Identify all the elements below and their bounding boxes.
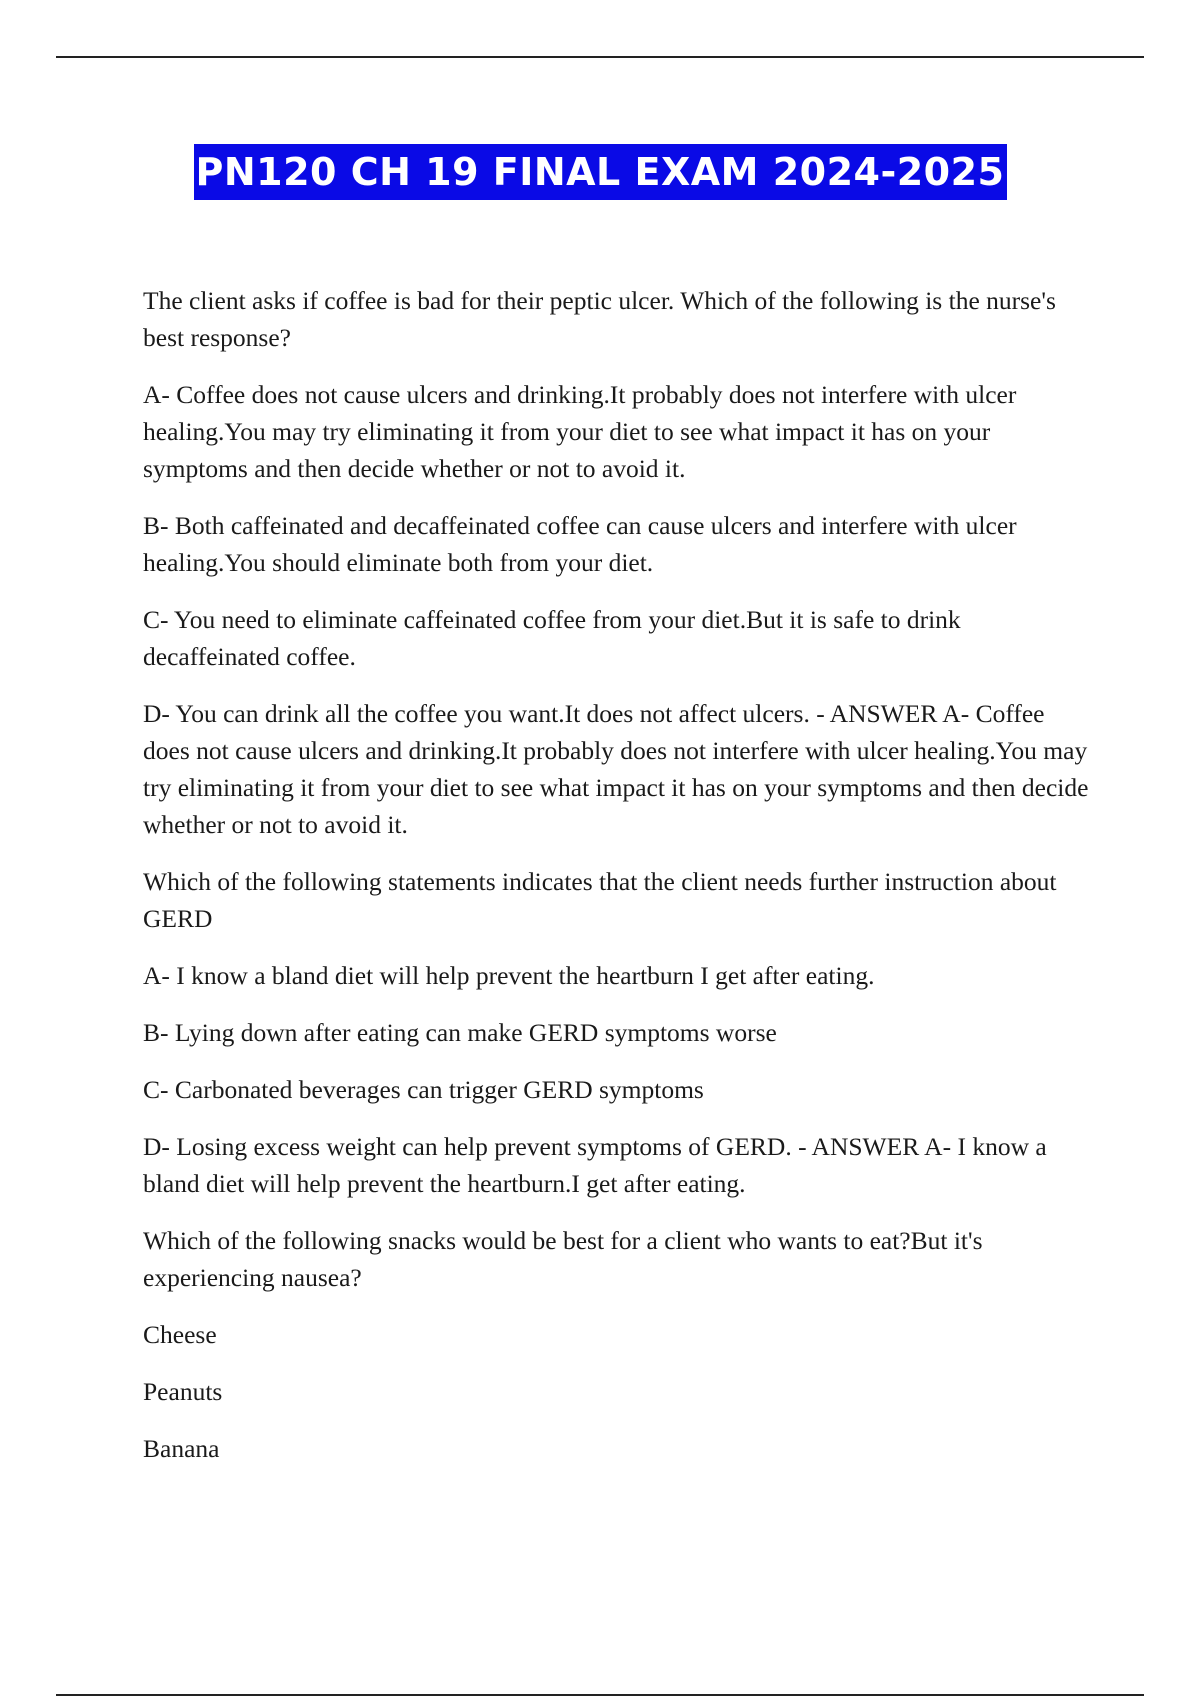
question-3-option-banana: Banana bbox=[143, 1434, 220, 1463]
question-2-option-c: C- Carbonated beverages can trigger GERD symptoms bbox=[143, 1075, 704, 1104]
question-1-option-c: C- You need to eliminate caffeinated coffee from your diet.But it is safe to drink decaffeinated coffee. bbox=[143, 605, 961, 671]
header-rule bbox=[56, 56, 1144, 58]
question-2-option-d-answer: D- Losing excess weight can help prevent symptoms of GERD. - ANSWER A- I know a bland diet will help prevent the heartburn.I get after eating. bbox=[143, 1132, 1047, 1198]
question-3-option-cheese: Cheese bbox=[143, 1320, 217, 1349]
question-3-option-peanuts: Peanuts bbox=[143, 1377, 223, 1406]
question-1-option-b: B- Both caffeinated and decaffeinated coffee can cause ulcers and interfere with ulcer healing.You should eliminate both from your diet. bbox=[143, 511, 1017, 577]
footer-rule bbox=[56, 1694, 1144, 1696]
question-2-option-b: B- Lying down after eating can make GERD symptoms worse bbox=[143, 1018, 777, 1047]
question-1-option-d-answer: D- You can drink all the coffee you want.It does not affect ulcers. - ANSWER A- Coffee does not cause ulcers and drinking.It probably does not interfere with ulcer healing.You may try eliminating it from your diet to see what impact it has on your symptoms and then decide whether or not to avoid it. bbox=[143, 699, 1089, 839]
document-body bbox=[143, 282, 1093, 1487]
question-2-stem: Which of the following statements indicates that the client needs further instruction about GERD bbox=[143, 867, 1057, 933]
question-2-option-a: A- I know a bland diet will help prevent the heartburn I get after eating. bbox=[143, 961, 875, 990]
question-1-stem: The client asks if coffee is bad for their peptic ulcer. Which of the following is the nurse's best response? bbox=[143, 286, 1056, 352]
question-3-stem: Which of the following snacks would be best for a client who wants to eat?But it's experiencing nausea? bbox=[143, 1226, 983, 1292]
document-title: PN120 CH 19 FINAL EXAM 2024-2025 bbox=[194, 144, 1007, 200]
title-banner bbox=[0, 144, 1200, 200]
question-1-option-a: A- Coffee does not cause ulcers and drinking.It probably does not interfere with ulcer healing.You may try eliminating it from your diet to see what impact it has on your symptoms and then decide whether or not to avoid it. bbox=[143, 380, 1017, 483]
